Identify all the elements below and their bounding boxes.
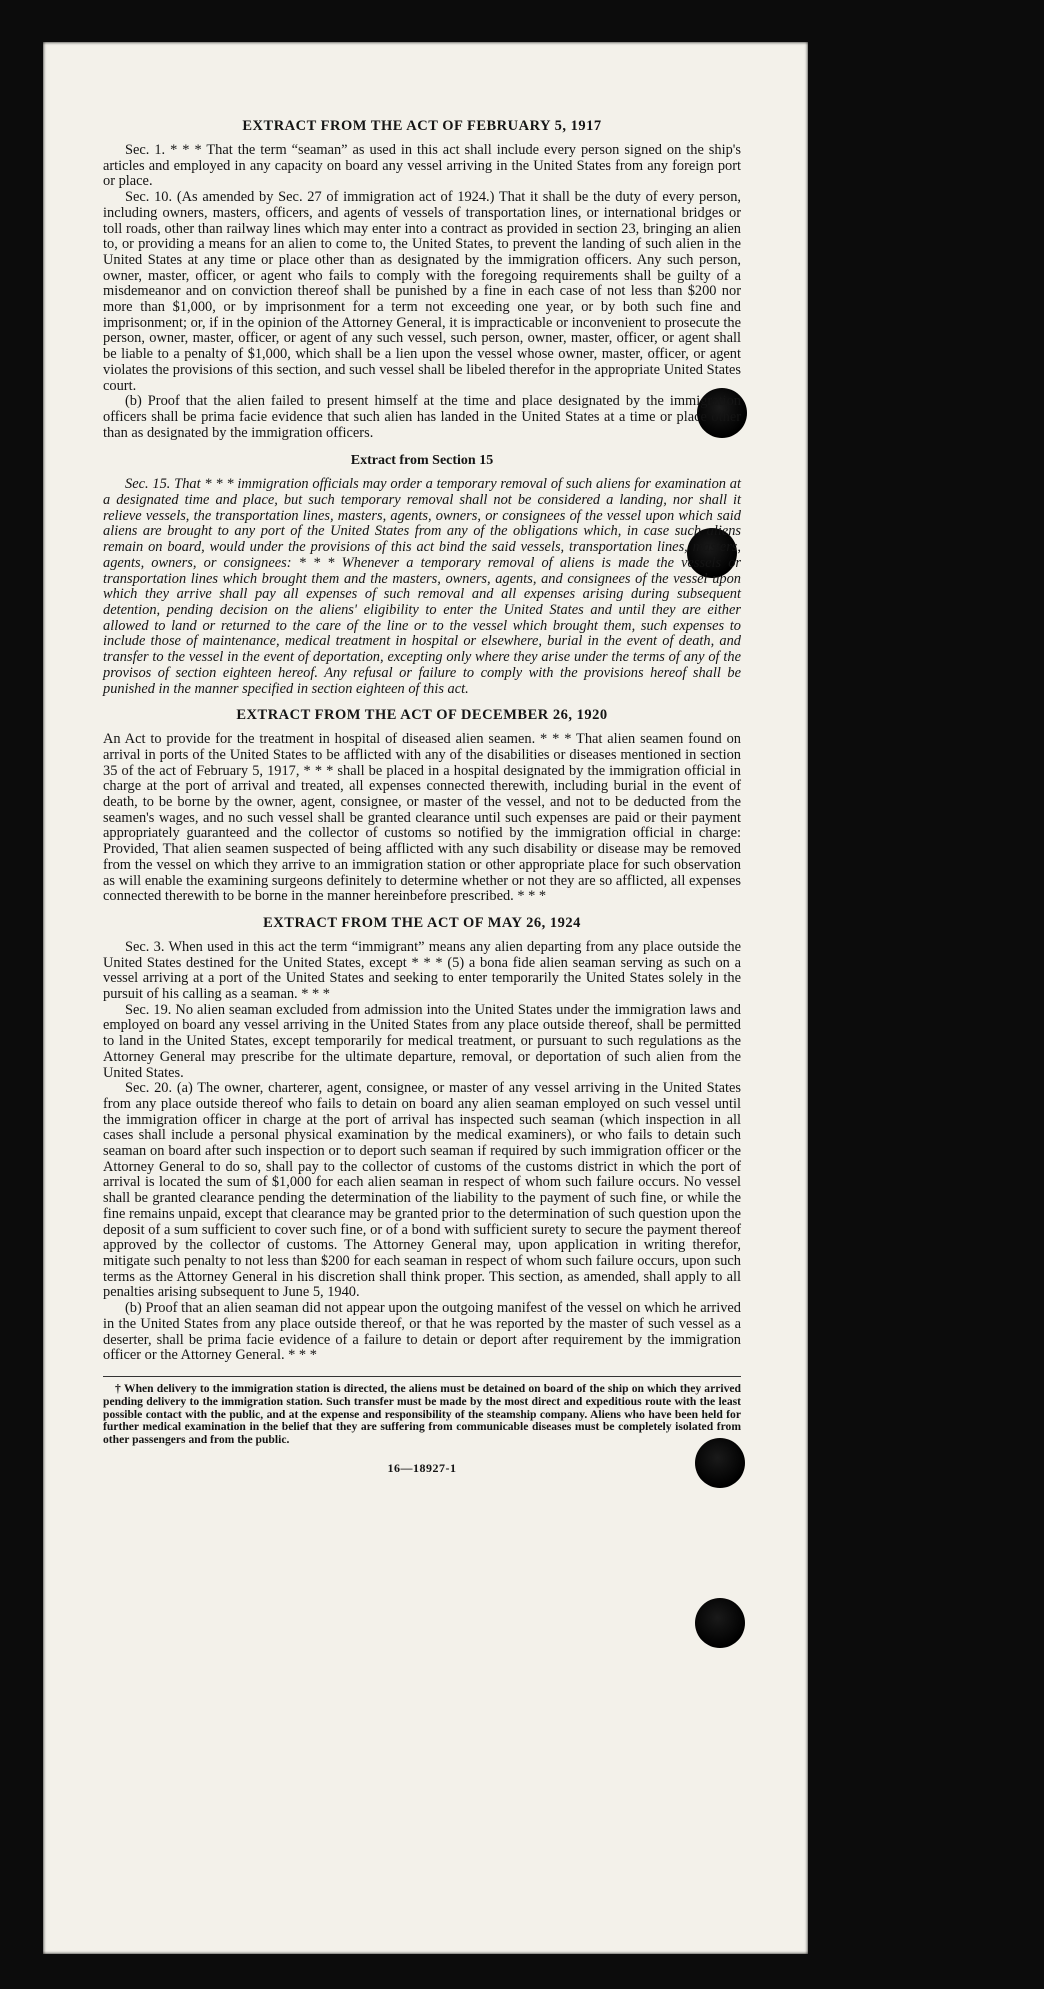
heading-act-1917: EXTRACT FROM THE ACT OF FEBRUARY 5, 1917 xyxy=(242,118,602,134)
form-number: 16—18927-1 xyxy=(387,1460,457,1475)
paragraph-sec-10: Sec. 10. (As amended by Sec. 27 of immigration act of 1924.) That it shall be the duty of every person, including owners, masters, officers, and agents of vessels of transportation lines, or international bridges or toll roads, other than railway lines which may enter into a contract as provided in section 23, bringing an alien to, or providing a means for an alien to come to, the United States, to prevent the landing of such alien in the United States at any time or place other than as designated by the immigration officers. Any such person, owner, master, officer, or agent who fails to comply with the foregoing requirements shall be guilty of a misdemeanor and on conviction thereof shall be punished by a fine in each case of not less than $200 nor more than $1,000, or by imprisonment for a term not exceeding one year, or by both such fine and imprisonment; or, if in the opinion of the Attorney General, it is impracticable or inconvenient to prosecute the person, owner, master, officer, or agent of any such vessel, such person, owner, master, officer, or agent shall be liable to a penalty of $1,000, which shall be a lien upon the vessel whose owner, master, officer, or agent violates the provisions of this section, and such vessel shall be libeled therefor in the appropriate United States court. xyxy=(103,189,741,394)
paragraph-sec-19: Sec. 19. No alien seaman excluded from admission into the United States under the immigration laws and employed on board any vessel arriving in the United States from any place outside thereof, shall be permitted to land in the United States, except temporarily for medical treatment, or pursuant to such regulations as the Attorney General may prescribe for the ultimate departure, removal, or deportation of such alien from the United States. xyxy=(103,1001,741,1081)
heading-section-15: Extract from Section 15 xyxy=(350,453,494,469)
paragraph-sec-15: Sec. 15. That * * * immigration officials may order a temporary removal of such aliens for examination at a designated time and place, but such temporary removal shall not be considered a landing, nor shall it relieve vessels, the transportation lines, masters, agents, owners, or consignees of the vessel upon which said aliens are brought to any port of the United States from any of the obligations which, in case such aliens remain on board, would under the provisions of this act bind the said vessels, transportation lines, masters, agents, owners, or consignees: * * * Whenever a temporary removal of aliens is made the vessels or transportation lines which brought them and the masters, owners, agents, and consignees of the vessel upon which they arrive shall pay all expenses of such removal and all expenses arising during subsequent detention, pending decision on the aliens' eligibility to enter the United States and until they are either allowed to land or returned to the care of the line or to the vessel which brought them, such expenses to include those of maintenance, medical treatment in hospital or elsewhere, burial in the event of death, and transfer to the vessel in the event of deportation, excepting only where they arise under the terms of any of the provisos of section eighteen hereof. Any refusal or failure to comply with the provisions hereof shall be punished in the manner specified in section eighteen of this act. xyxy=(103,476,741,697)
footnote-text: † When delivery to the immigration station is directed, the aliens must be detained on board of the ship on which they arrived pending delivery to the immigration station. Such transfer must be made by the most direct and expeditious route with the least possible contact with the public, and at the expense and responsibility of the steamship company. Aliens who have been held for further medical examination in the belief that they are suffering from communicable diseases must be completely isolated from other passengers and from the public. xyxy=(103,1381,741,1447)
paragraph-act-1920: An Act to provide for the treatment in hospital of diseased alien seamen. * * * That alien seamen found on arrival in ports of the United States to be afflicted with any of the disabilities or diseases mentioned in section 35 of the act of February 5, 1917, * * * shall be placed in a hospital designated by the immigration official in charge at the port of arrival and treated, all expenses connected therewith, including burial in the event of death, to be borne by the owner, agent, consignee, or master of the vessel, and not to be deducted from the seamen's wages, and no such vessel shall be granted clearance until such expenses are paid or their payment appropriately guaranteed and the collector of customs so notified by the immigration official in charge: Provided, That alien seamen suspected of being afflicted with any such disability or disease may be removed from the vessel on which they arrive to an immigration station or other appropriate place for such observation as will enable the examining surgeons definitely to determine whether or not they are so afflicted, all expenses connected therewith to be borne in the manner hereinbefore prescribed. * * * xyxy=(103,731,741,905)
paragraph-sec-10-b: (b) Proof that the alien failed to present himself at the time and place designated by the immigration officers shall be prima facie evidence that such alien has landed in the United States at a time or place other than as designated by the immigration officers. xyxy=(103,393,741,441)
heading-act-1920: EXTRACT FROM THE ACT OF DECEMBER 26, 1920 xyxy=(236,707,608,724)
footnote xyxy=(103,1376,741,1447)
punch-hole-4 xyxy=(695,1598,745,1648)
document-body xyxy=(103,118,741,1477)
paragraph-sec-20-a: Sec. 20. (a) The owner, charterer, agent, consignee, or master of any vessel arriving in the United States from any place outside thereof who fails to detain on board any alien seaman employed on such vessel until the immigration officer in charge at the port of arrival has inspected such seaman (which inspection in all cases shall include a personal physical examination by the medical examiners), or who fails to detain such seaman on board after such inspection or to deport such seaman if required by such immigration officer or the Attorney General to do so, shall pay to the collector of customs of the customs district in which the port of arrival is located the sum of $1,000 for each alien seaman in respect of whom such failure occurs. No vessel shall be granted clearance pending the determination of the liability to the payment of such fine, or while the fine remains unpaid, except that clearance may be granted prior to the determination of such question upon the deposit of a sum sufficient to cover such fine, or of a bond with sufficient surety to secure the payment thereof approved by the collector of customs. The Attorney General may, upon application in writing therefor, mitigate such penalty to not less than $200 for each seaman in respect of whom such failure occurs, upon such terms as the Attorney General in his discretion shall think proper. This section, as amended, shall apply to all penalties arising subsequent to June 5, 1940. xyxy=(103,1080,741,1301)
paragraph-sec-20-b: (b) Proof that an alien seaman did not appear upon the outgoing manifest of the vessel on which he arrived in the United States from any place outside thereof, or that he was reported by the master of such vessel as a deserter, shall be prima facie evidence of a failure to detain or deport after requirement by the immigration officer or the Attorney General. * * * xyxy=(103,1300,741,1364)
heading-act-1924: EXTRACT FROM THE ACT OF MAY 26, 1924 xyxy=(263,914,581,931)
paragraph-sec-1: Sec. 1. * * * That the term “seaman” as used in this act shall include every person signed on the ship's articles and employed in any capacity on board any vessel arriving in the United States from any foreign port or place. xyxy=(103,142,741,190)
paragraph-sec-3: Sec. 3. When used in this act the term “immigrant” means any alien departing from any place outside the United States destined for the United States, except * * * (5) a bona fide alien seaman serving as such on a vessel arriving at a port of the United States and seeking to enter temporarily the United States solely in the pursuit of his calling as a seaman. * * * xyxy=(103,938,741,1003)
